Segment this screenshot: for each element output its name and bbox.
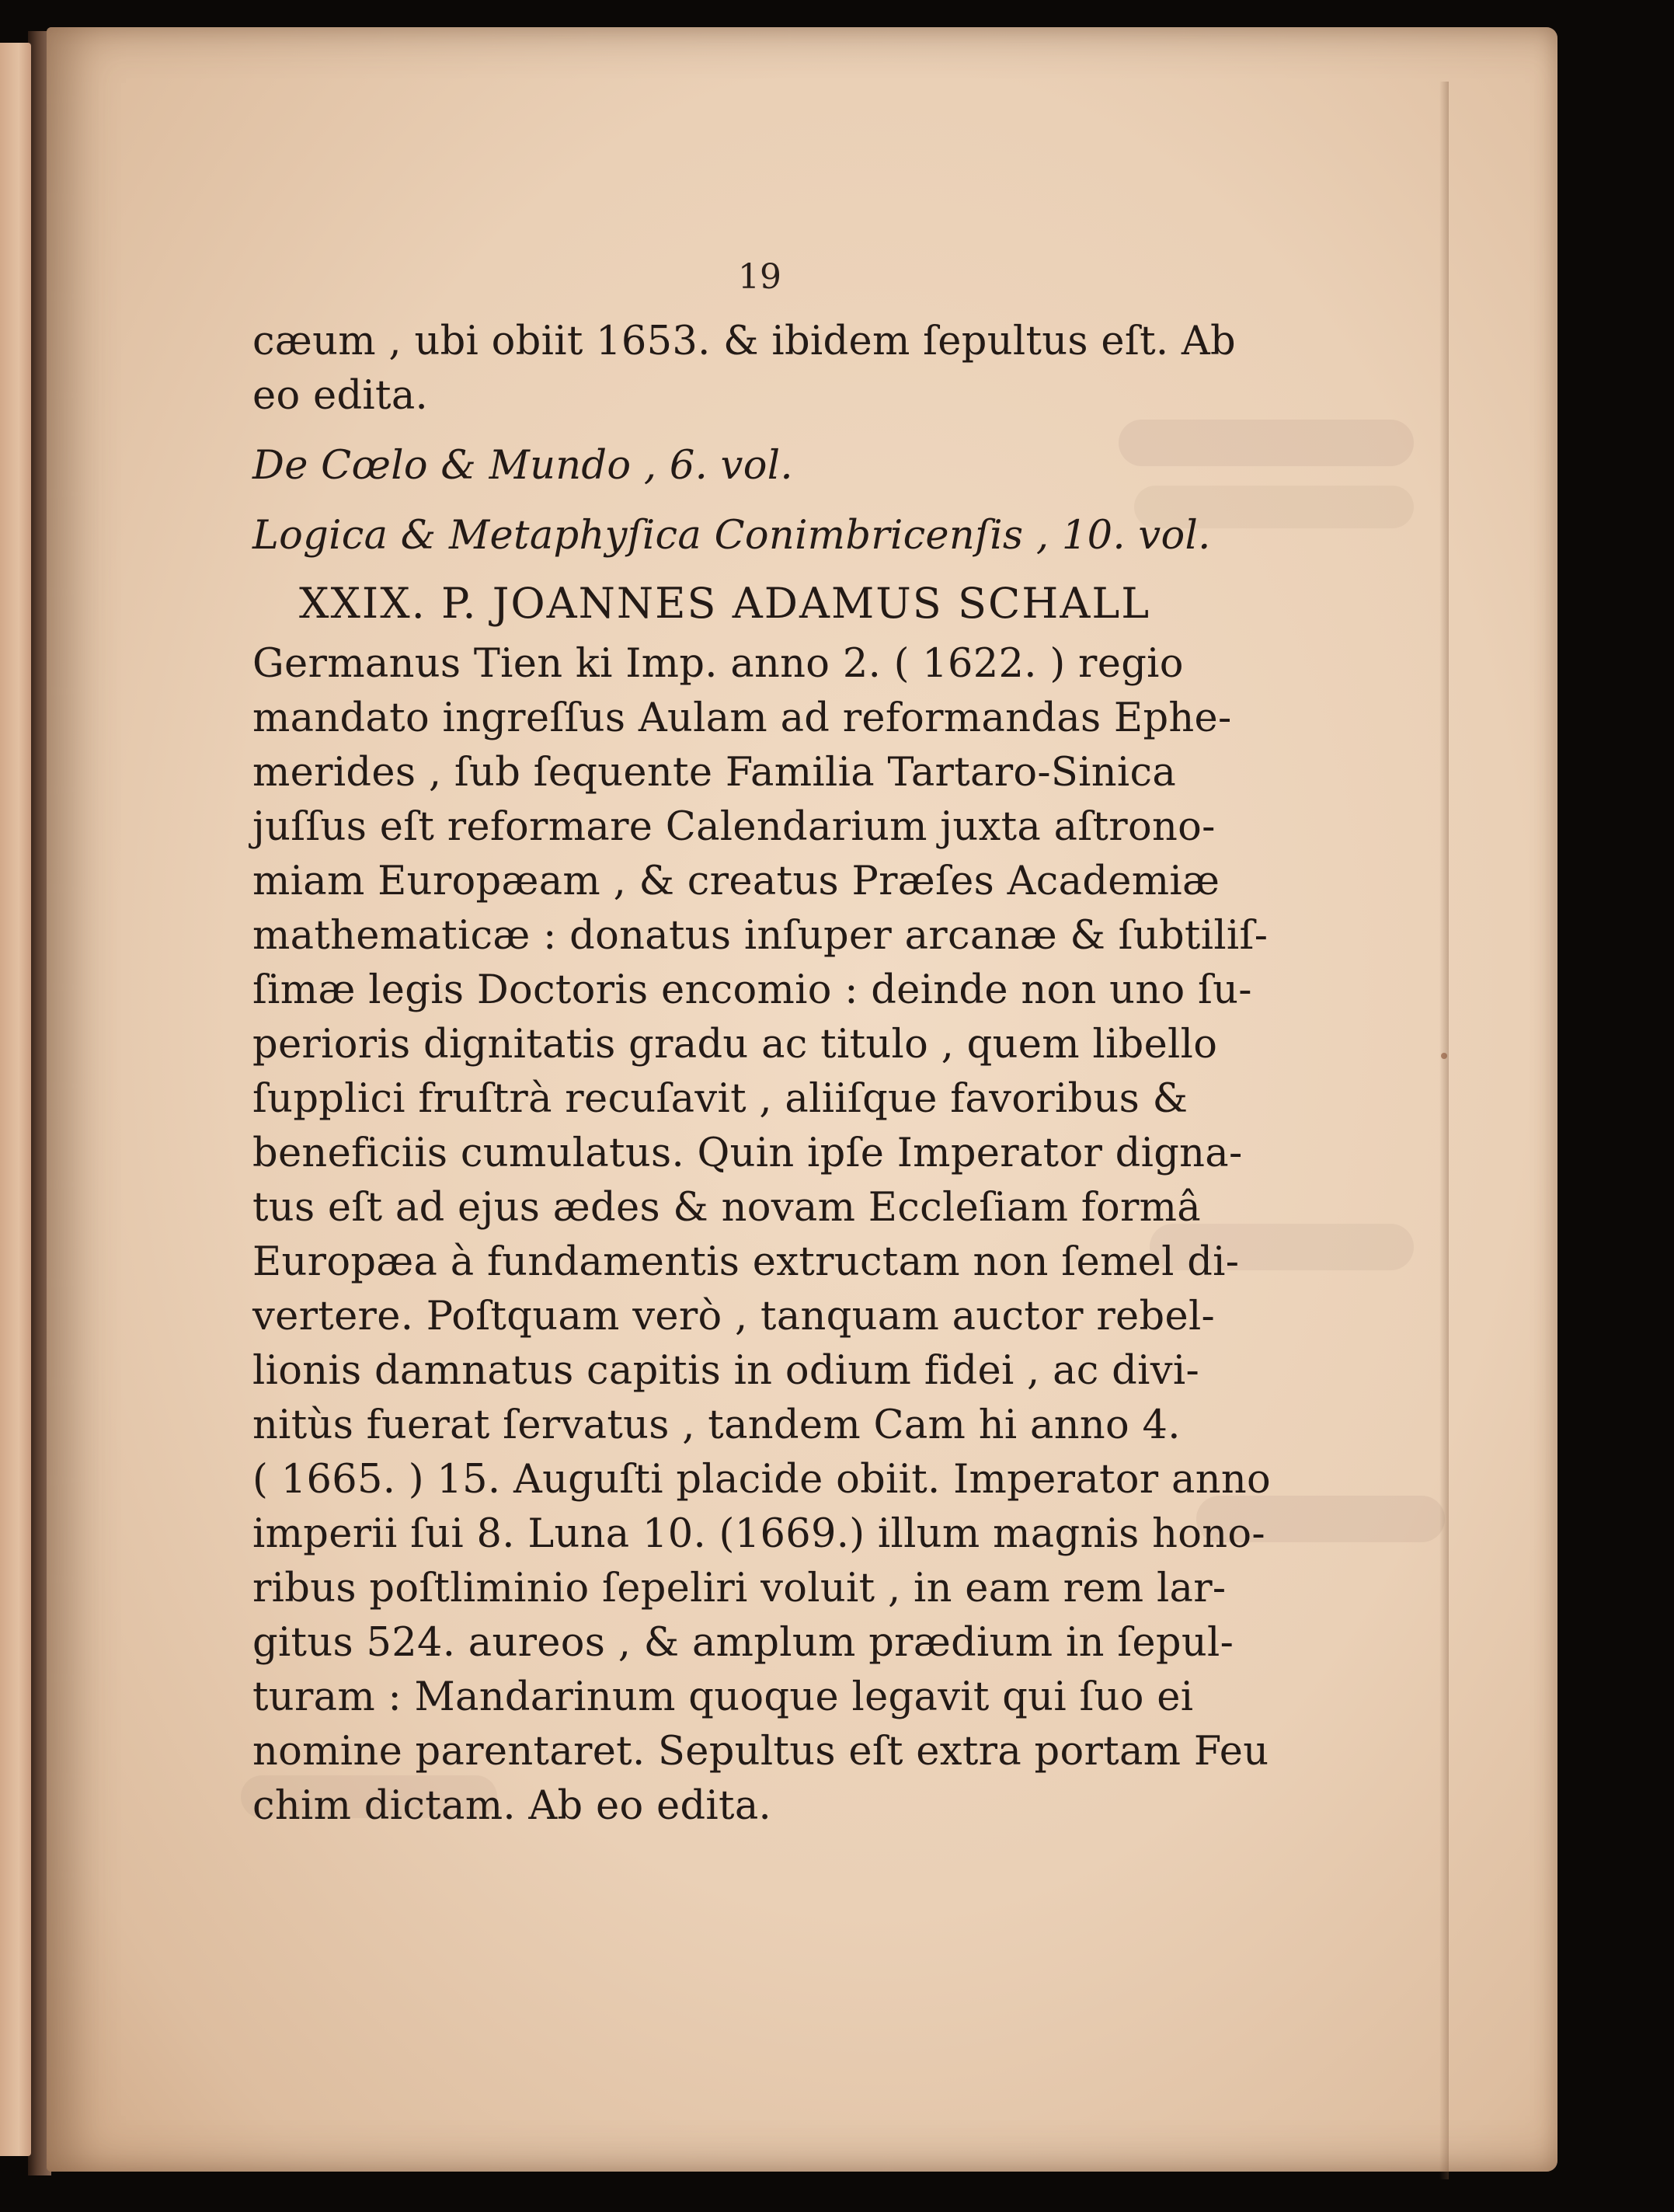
text-line: De Cœlo & Mundo , 6. vol. [252, 443, 793, 489]
text-line: merides , ſub ſequente Familia Tartaro-Sinica [252, 750, 1177, 796]
text-line: gitus 524. aureos , & amplum prædium in ſepul- [252, 1620, 1234, 1666]
section-heading: XXIX. P. JOANNES ADAMUS SCHALL [299, 579, 1151, 628]
text-line: tus eſt ad ejus ædes & novam Eccleſiam formâ [252, 1185, 1202, 1231]
text-line: cæum , ubi obiit 1653. & ibidem ſepultus eſt. Ab [252, 319, 1236, 364]
text-line: eo edita. [252, 373, 429, 419]
text-line: Europæa à fundamentis extructam non ſemel di- [252, 1239, 1240, 1285]
page-edge-shadow [1439, 82, 1449, 2179]
bleed-through-mark [1119, 420, 1414, 466]
book-page [47, 27, 1557, 2172]
text-line: mandato ingreſſus Aulam ad reformandas Ephe- [252, 695, 1232, 741]
text-line: juſſus eſt reformare Calendarium juxta aſtrono- [252, 804, 1216, 850]
text-line: Logica & Metaphyſica Conimbricenſis , 10. vol. [252, 513, 1211, 559]
text-line: vertere. Poſtquam verò , tanquam auctor rebel- [252, 1294, 1216, 1339]
text-line: perioris dignitatis gradu ac titulo , quem libello [252, 1022, 1218, 1068]
text-line: miam Europæam , & creatus Præſes Academiæ [252, 859, 1220, 904]
text-line: lionis damnatus capitis in odium fidei , ac divi- [252, 1348, 1199, 1394]
text-line: beneficiis cumulatus. Quin ipſe Imperator digna- [252, 1130, 1243, 1176]
page-number: 19 [738, 257, 781, 297]
text-line: ( 1665. ) 15. Auguſti placide obiit. Imperator anno [252, 1457, 1271, 1503]
text-line: turam : Mandarinum quoque legavit qui ſuo ei [252, 1674, 1194, 1720]
text-line: ribus poſtliminio ſepeliri voluit , in eam rem lar- [252, 1566, 1227, 1611]
text-line: nomine parentaret. Sepultus eſt extra portam Feu [252, 1729, 1269, 1775]
left-facing-page-edge [0, 43, 31, 2156]
text-line: Germanus Tien ki Imp. anno 2. ( 1622. ) regio [252, 641, 1184, 687]
text-line: nitùs fuerat ſervatus , tandem Cam hi anno 4. [252, 1402, 1181, 1448]
text-line: imperii ſui 8. Luna 10. (1669.) illum magnis hono- [252, 1511, 1265, 1557]
foxing-spot [1441, 1053, 1447, 1059]
text-line: ſupplici fruſtrà recuſavit , aliiſque favoribus & [252, 1076, 1189, 1122]
text-line: chim dictam. Ab eo edita. [252, 1783, 772, 1829]
text-line: ſimæ legis Doctoris encomio : deinde non uno ſu- [252, 967, 1252, 1013]
text-line: mathematicæ : donatus inſuper arcanæ & ſubtiliſ- [252, 913, 1269, 959]
